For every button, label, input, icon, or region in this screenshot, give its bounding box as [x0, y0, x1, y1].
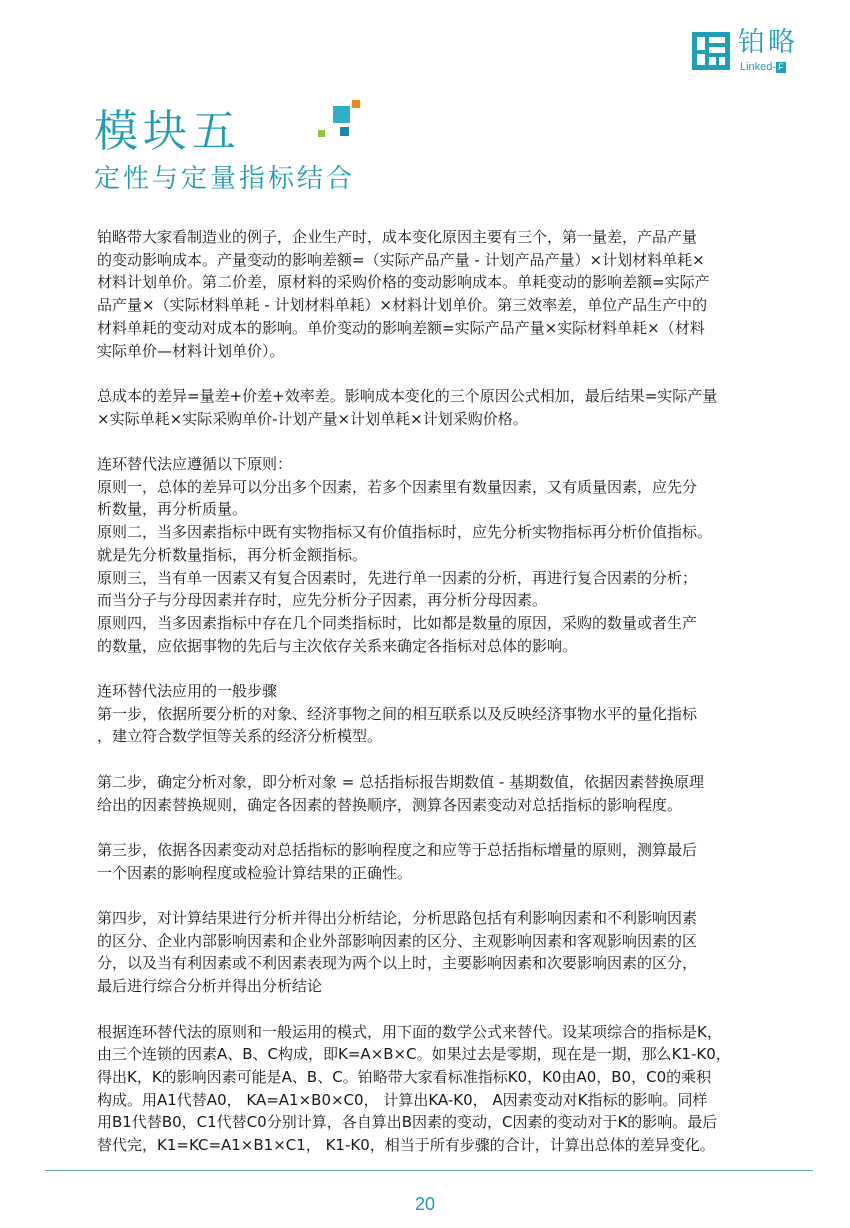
text-line: 品产量×（实际材料单耗 - 计划材料单耗）×材料计划单价。第三效率差，单位产品生产中的 [97, 296, 708, 315]
text-line: 原则一，总体的差异可以分出多个因素，若多个因素里有数量因素，又有质量因素，应先分 [97, 477, 698, 496]
text-line: 析数量，再分析质量。 [97, 500, 248, 519]
module-title: 模块五 [94, 106, 241, 157]
text-line: 由三个连锁的因素A、B、C构成，即K=A×B×C。如果过去是零期，现在是一期，那么K1-K0， [97, 1045, 731, 1064]
brand-logo [692, 27, 822, 76]
text-line: 分，以及当有利因素或不利因素表现为两个以上时，主要影响因素和次要影响因素的区分， [97, 954, 698, 973]
paragraph-step-three [97, 839, 817, 884]
text-line: 的区分、企业内部影响因素和企业外部影响因素的区分、主观影响因素和客观影响因素的区 [97, 931, 698, 950]
brand-subtext-box: F [778, 62, 784, 72]
decor-square-teal [333, 106, 350, 123]
decor-square-green [318, 130, 325, 137]
brand-subtext [740, 61, 786, 73]
text-line: 第二步，确定分析对象，即分析对象 = 总括指标报告期数值 - 基期数值，依据因素替换原理 [97, 772, 705, 791]
text-line: ×实际单耗×实际采购单价-计划产量×计划单耗×计划采购价格。 [97, 409, 528, 428]
brand-subtext-main: Linked- [740, 61, 777, 73]
footer-divider [45, 1170, 813, 1171]
text-line: 得出K，K的影响因素可能是A、B、C。铂略带大家看标准指标K0，K0由A0，B0，C0的乘积 [97, 1067, 712, 1086]
text-line: 连环替代法应用的一般步骤 [97, 682, 278, 701]
text-line: 铂略带大家看制造业的例子，企业生产时，成本变化原因主要有三个，第一量差，产品产量 [97, 228, 698, 246]
paragraph-step-one [97, 680, 817, 748]
decor-square-orange [352, 100, 360, 108]
text-line: 的变动影响成本。产量变动的影响差额=（实际产品产量 - 计划产品产量）×计划材料单耗× [97, 250, 705, 269]
text-line: 而当分子与分母因素并存时，应先分析分子因素，再分析分母因素。 [97, 591, 548, 610]
paragraph-step-four [97, 907, 817, 998]
text-line: 第一步，依据所要分析的对象、经济事物之间的相互联系以及反映经济事物水平的量化指标 [97, 704, 698, 723]
text-line: 的数量，应依据事物的先后与主次依存关系来确定各指标对总体的影响。 [97, 636, 578, 655]
paragraph-formula [97, 1021, 817, 1157]
text-line: 总成本的差异=量差+价差+效率差。影响成本变化的三个原因公式相加，最后结果=实际产量 [97, 386, 718, 405]
text-line: 材料计划单价。第二价差，原材料的采购价格的变动影响成本。单耗变动的影响差额=实际产 [97, 273, 710, 292]
page-number: 20 [414, 1194, 436, 1214]
text-line: 实际单价—材料计划单价）。 [97, 341, 285, 360]
paragraph-step-two [97, 771, 817, 816]
text-line: 根据连环替代法的原则和一般运用的模式，用下面的数学公式来替代。设某项综合的指标是K， [97, 1022, 722, 1041]
paragraph-principles [97, 453, 817, 657]
module-subtitle: 定性与定量指标结合 [94, 164, 356, 194]
text-line: 材料单耗的变动对成本的影响。单价变动的影响差额=实际产品产量×实际材料单耗×（材料 [97, 318, 705, 337]
text-line: 第四步，对计算结果进行分析并得出分析结论，分析思路包括有利影响因素和不利影响因素 [97, 909, 698, 927]
text-line: 最后进行综合分析并得出分析结论 [97, 977, 323, 996]
body-content [97, 226, 817, 1179]
text-line: ，建立符合数学恒等关系的经济分析模型。 [97, 727, 383, 746]
paragraph-total-cost [97, 385, 817, 430]
logo-mark-icon [692, 32, 730, 70]
text-line: 就是先分析数量指标，再分析金额指标。 [97, 545, 368, 564]
paragraph-cost-example [97, 226, 817, 362]
text-line: 原则四，当多因素指标中存在几个同类指标时，比如都是数量的原因，采购的数量或者生产 [97, 613, 698, 632]
text-line: 第三步，依据各因素变动对总括指标的影响程度之和应等于总括指标增量的原则，测算最后 [97, 840, 698, 859]
text-line: 原则二，当多因素指标中既有实物指标又有价值指标时，应先分析实物指标再分析价值指标。 [97, 523, 713, 542]
text-line: 一个因素的影响程度或检验计算结果的正确性。 [97, 863, 413, 882]
text-line: 给出的因素替换规则，确定各因素的替换顺序，测算各因素变动对总括指标的影响程度。 [97, 795, 683, 814]
brand-name: 铂略 [738, 27, 798, 58]
decor-square-dark-teal [340, 127, 349, 136]
text-line: 原则三，当有单一因素又有复合因素时，先进行单一因素的分析，再进行复合因素的分析； [97, 568, 698, 587]
text-line: 替代完，K1=KC=A1×B1×C1， K1-K0，相当于所有步骤的合计，计算出总体的差异变化。 [97, 1136, 715, 1155]
text-line: 构成。用A1代替A0， KA=A1×B0×C0， 计算出KA-K0， A因素变动对K指标的影响。同样 [97, 1090, 708, 1109]
text-line: 用B1代替B0，C1代替C0分别计算，各自算出B因素的变动，C因素的变动对于K的影响。最后 [97, 1113, 718, 1132]
text-line: 连环替代法应遵循以下原则： [97, 455, 293, 473]
